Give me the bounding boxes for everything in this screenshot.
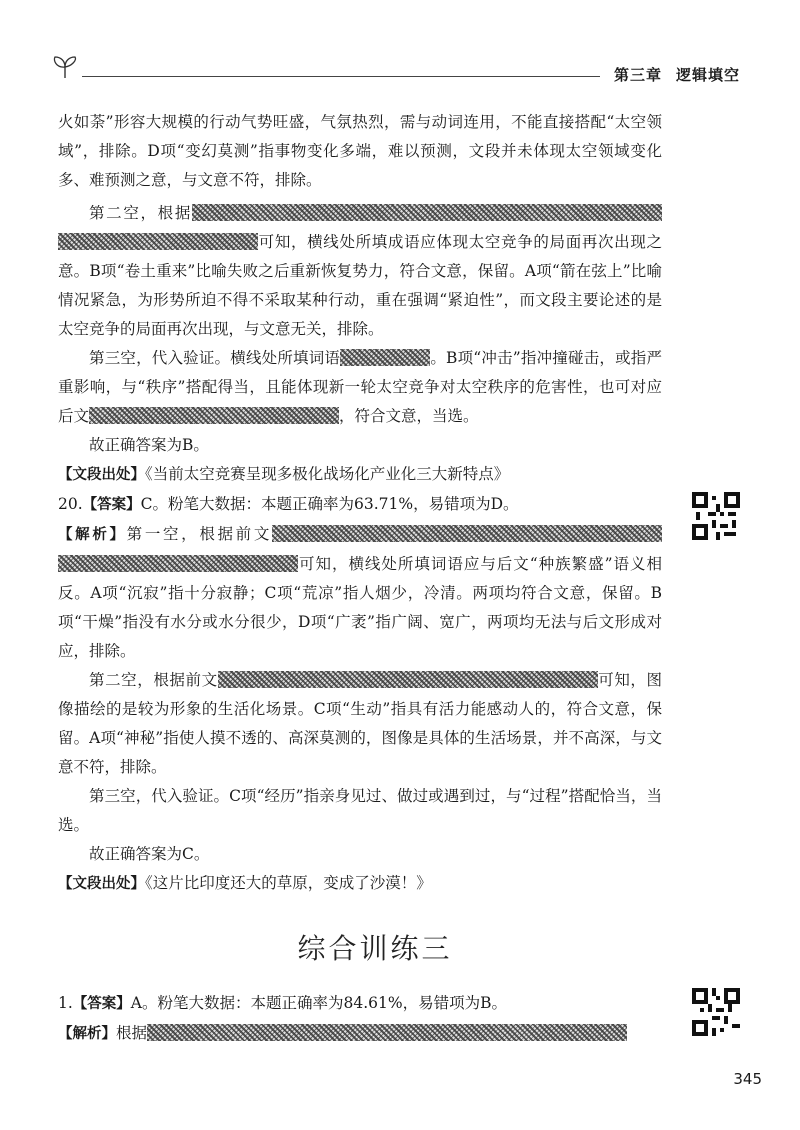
qr-code-icon[interactable] — [692, 988, 740, 1036]
answer-text: C。粉笔大数据：本题正确率为63.71%，易错项为D。 — [140, 495, 519, 513]
page-body — [58, 108, 662, 1049]
paragraph-text: 。B项“冲击”指冲撞碰击，或指严重影响，与“秩序”搭配得当，且能体现新一轮太空竞争对太空秩序的危害性，也可对应后文 — [58, 349, 662, 425]
answer-line — [58, 989, 662, 1019]
paragraph-text: 可知，图像描绘的是较为形象的生活化场景。C项“生动”指具有活力能感动人的，符合文意，保留。A项“神秘”指使人摸不透的、高深莫测的，图像是具体的生活场景，并不高深，与文意不符，排除。 — [58, 671, 662, 776]
paragraph-text: 第二空，根据 — [89, 204, 192, 222]
source-line — [58, 460, 662, 490]
page-header — [44, 52, 760, 92]
paragraph-text: 可知，横线处所填成语应体现太空竞争的局面再次出现之意。B项“卷土重来”比喻失败之后重新恢复势力，符合文意，保留。A项“箭在弦上”比喻情况紧急，为形势所迫不得不采取某种行动，重在强调“紧迫性”，而文段主要论述的是太空竞争的局面再次出现，与文意无关，排除。 — [58, 233, 662, 338]
redacted-text — [89, 407, 339, 424]
paragraph — [58, 782, 662, 840]
paragraph-text: ，符合文意，当选。 — [339, 407, 479, 425]
answer-line — [58, 490, 662, 520]
question-number: 1. — [58, 994, 73, 1012]
paragraph — [58, 1019, 662, 1049]
paragraph — [58, 840, 662, 869]
header-rule — [82, 76, 600, 77]
source-line — [58, 869, 662, 899]
paragraph — [58, 199, 662, 344]
redacted-text — [58, 233, 258, 250]
redacted-text — [272, 525, 662, 542]
answer-tag: 【答案】 — [72, 996, 131, 1012]
paragraph — [58, 431, 662, 460]
paragraph-text: 根据 — [116, 1024, 148, 1042]
chapter-title: 逻辑填空 — [675, 66, 740, 84]
paragraph — [58, 520, 662, 666]
qr-code-icon[interactable] — [692, 492, 740, 540]
paragraph — [58, 666, 662, 782]
answer-text: A。粉笔大数据：本题正确率为84.61%，易错项为B。 — [130, 994, 507, 1012]
paragraph-text: 第三空，代入验证。横线处所填词语 — [89, 349, 341, 367]
chapter-label — [614, 64, 740, 85]
source-tag: 【文段出处】 — [58, 876, 145, 892]
paragraph-text: 故正确答案为C。 — [89, 845, 210, 863]
answer-tag: 【答案】 — [82, 497, 141, 513]
analysis-tag: 【解析】 — [58, 1026, 116, 1042]
paragraph-text: 故正确答案为B。 — [89, 436, 209, 454]
paragraph-text: 火如荼”形容大规模的行动气势旺盛，气氛热烈，需与动词连用，不能直接搭配“太空领域”，排除。D项“变幻莫测”指事物变化多端，难以预测，文段并未体现太空领域变化多、难预测之意，与文意不符，排除。 — [58, 113, 662, 189]
section-title: 综合训练三 — [297, 932, 453, 965]
source-title: 《这片比印度还大的草原，变成了沙漠！》 — [145, 874, 432, 892]
source-title: 《当前太空竞赛呈现多极化战场化产业化三大新特点》 — [145, 465, 510, 483]
paragraph-text: 第二空，根据前文 — [89, 671, 218, 689]
redacted-text — [58, 555, 298, 572]
analysis-tag: 【解析】 — [58, 527, 127, 543]
redacted-text — [340, 349, 430, 366]
paragraph-text: 第一空，根据前文 — [126, 525, 272, 543]
sprout-icon — [50, 54, 80, 80]
paragraph-text: 第三空，代入验证。C项“经历”指亲身见过、做过或遇到过，与“过程”搭配恰当，当选。 — [58, 787, 662, 834]
redacted-text — [147, 1024, 627, 1041]
question-number: 20. — [58, 495, 83, 513]
redacted-text — [218, 671, 598, 688]
page-number: 345 — [733, 1070, 762, 1088]
paragraph-text: 可知，横线处所填词语应与后文“种族繁盛”语义相反。A项“沉寂”指十分寂静；C项“荒凉”指人烟少，冷清。两项均符合文意，保留。B项“干燥”指没有水分或水分很少，D项“广袤”指广阔、宽广，两项均无法与后文形成对应，排除。 — [58, 555, 662, 660]
paragraph — [58, 108, 662, 195]
source-tag: 【文段出处】 — [58, 467, 145, 483]
paragraph — [58, 344, 662, 431]
redacted-text — [192, 204, 662, 221]
chapter-number: 第三章 — [613, 66, 662, 84]
